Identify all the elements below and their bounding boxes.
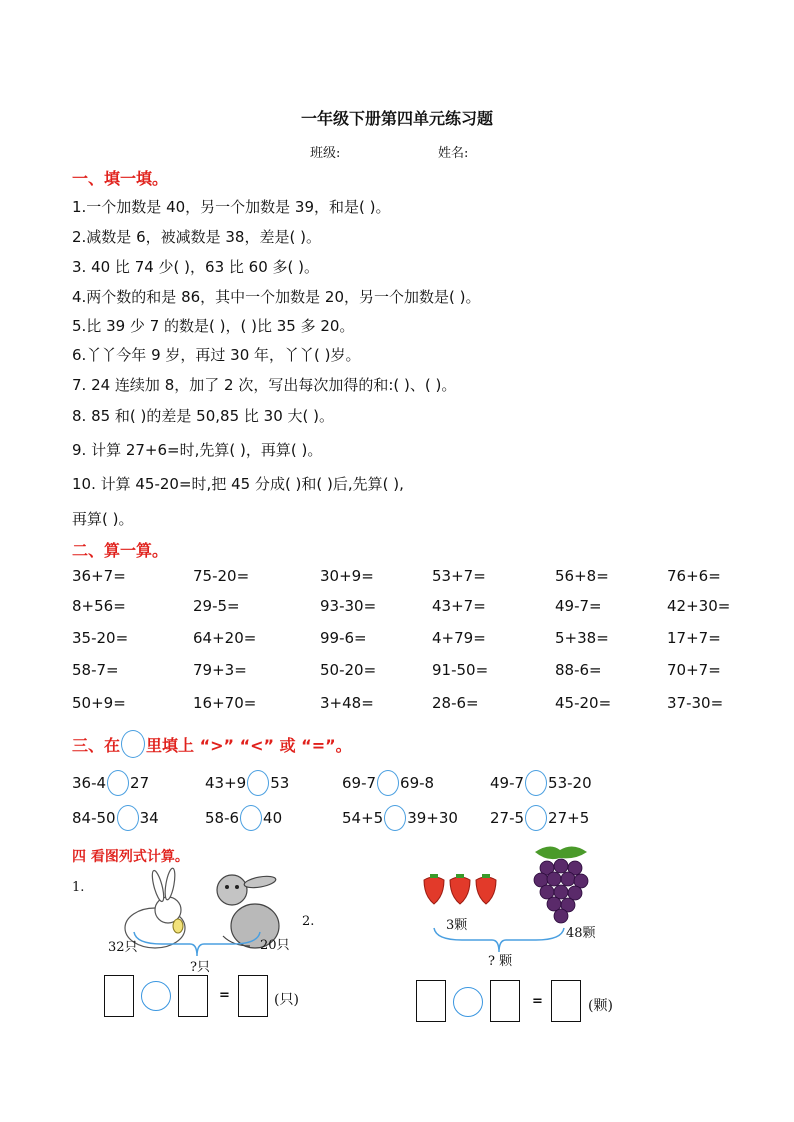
compare-left: 58-6 <box>205 809 240 827</box>
compare-right: 34 <box>139 809 159 827</box>
calc-item: 3+48= <box>320 694 374 712</box>
calc-item: 53+7= <box>432 567 486 585</box>
section-compare-pre: 三、在 <box>72 735 121 755</box>
calc-item: 64+20= <box>193 629 257 647</box>
calc-item: 58-7= <box>72 661 119 679</box>
pic1-right-count: 20只 <box>260 938 290 953</box>
class-label: 班级: <box>310 146 341 161</box>
pic1-answer-box-1[interactable] <box>104 975 134 1017</box>
pic1-equals: = <box>219 988 230 1003</box>
compare-circle[interactable] <box>525 770 547 796</box>
compare-item <box>342 770 434 796</box>
question-6: 6.丫丫今年 9 岁，再过 30 年，丫丫( )岁。 <box>72 346 361 364</box>
compare-right: 53 <box>270 774 290 792</box>
compare-right: 39+30 <box>407 809 458 827</box>
calc-item: 29-5= <box>193 597 240 615</box>
compare-left: 49-7 <box>490 774 525 792</box>
section-calc-title: 二、算一算。 <box>72 541 169 560</box>
compare-left: 27-5 <box>490 809 525 827</box>
calc-item: 75-20= <box>193 567 250 585</box>
pic2-equals: = <box>532 994 543 1009</box>
pic1-left-count: 32只 <box>108 940 138 955</box>
calc-item: 37-30= <box>667 694 724 712</box>
calc-item: 93-30= <box>320 597 377 615</box>
strawberries-icon <box>420 872 504 906</box>
pic2-left-count: 3颗 <box>446 918 468 933</box>
compare-left: 36-4 <box>72 774 107 792</box>
calc-item: 4+79= <box>432 629 486 647</box>
section-fill-title: 一、填一填。 <box>72 169 169 188</box>
question-5: 5.比 39 少 7 的数是( )，( )比 35 多 20。 <box>72 317 355 335</box>
calc-item: 36+7= <box>72 567 126 585</box>
question-4: 4.两个数的和是 86，其中一个加数是 20，另一个加数是( )。 <box>72 288 481 306</box>
compare-right: 27+5 <box>548 809 590 827</box>
compare-left: 84-50 <box>72 809 116 827</box>
pic2-unit: (颗) <box>588 998 613 1014</box>
pic1-number: 1. <box>72 880 85 895</box>
compare-circle[interactable] <box>525 805 547 831</box>
compare-item <box>205 770 289 796</box>
question-1: 1.一个加数是 40，另一个加数是 39，和是( )。 <box>72 198 391 216</box>
pic2-right-count: 48颗 <box>566 926 596 941</box>
calc-item: 30+9= <box>320 567 374 585</box>
pic2-operator-circle[interactable] <box>453 987 483 1017</box>
pic1-operator-circle[interactable] <box>141 981 171 1011</box>
compare-item <box>72 770 149 796</box>
compare-circle[interactable] <box>117 805 139 831</box>
calc-item: 17+7= <box>667 629 721 647</box>
compare-item <box>490 805 589 831</box>
compare-right: 53-20 <box>548 774 592 792</box>
compare-left: 69-7 <box>342 774 377 792</box>
compare-item <box>490 770 592 796</box>
compare-left: 43+9 <box>205 774 247 792</box>
calc-item: 43+7= <box>432 597 486 615</box>
compare-left: 54+5 <box>342 809 384 827</box>
calc-item: 70+7= <box>667 661 721 679</box>
pic1-question: ?只 <box>190 960 210 975</box>
question-8: 8. 85 和( )的差是 50,85 比 30 大( )。 <box>72 407 334 425</box>
pic2-answer-box-2[interactable] <box>490 980 520 1022</box>
compare-circle[interactable] <box>377 770 399 796</box>
calc-item: 45-20= <box>555 694 612 712</box>
page-title: 一年级下册第四单元练习题 <box>300 109 493 128</box>
calc-item: 76+6= <box>667 567 721 585</box>
calc-item: 16+70= <box>193 694 257 712</box>
section-compare-post: 里填上 “>” “<” 或 “=”。 <box>146 735 352 755</box>
question-2: 2.减数是 6，被减数是 38，差是( )。 <box>72 228 321 246</box>
calc-item: 79+3= <box>193 661 247 679</box>
question-9: 9. 计算 27+6=时,先算( )，再算( )。 <box>72 441 323 459</box>
compare-circle[interactable] <box>384 805 406 831</box>
question-10: 10. 计算 45-20=时,把 45 分成( )和( )后,先算( ), <box>72 475 404 493</box>
calc-item: 5+38= <box>555 629 609 647</box>
calc-item: 42+30= <box>667 597 731 615</box>
calc-item: 88-6= <box>555 661 602 679</box>
calc-item: 49-7= <box>555 597 602 615</box>
calc-item: 8+56= <box>72 597 126 615</box>
compare-circle[interactable] <box>240 805 262 831</box>
calc-item: 28-6= <box>432 694 479 712</box>
pic2-answer-box-3[interactable] <box>551 980 581 1022</box>
calc-item: 56+8= <box>555 567 609 585</box>
pic1-answer-box-2[interactable] <box>178 975 208 1017</box>
question-10-cont: 再算( )。 <box>72 510 134 528</box>
question-7: 7. 24 连续加 8，加了 2 次，写出每次加得的和:( )、( )。 <box>72 376 457 394</box>
compare-right: 40 <box>263 809 283 827</box>
pic2-answer-box-1[interactable] <box>416 980 446 1022</box>
question-3: 3. 40 比 74 少( )，63 比 60 多( )。 <box>72 258 319 276</box>
pic1-unit: (只) <box>274 992 299 1008</box>
compare-item <box>72 805 159 831</box>
calc-item: 50-20= <box>320 661 377 679</box>
circle-icon <box>121 730 145 758</box>
compare-right: 69-8 <box>400 774 435 792</box>
section-compare-title <box>72 730 352 758</box>
compare-circle[interactable] <box>107 770 129 796</box>
calc-item: 99-6= <box>320 629 367 647</box>
pic1-answer-box-3[interactable] <box>238 975 268 1017</box>
compare-right: 27 <box>130 774 150 792</box>
section-picture-title: 四 看图列式计算。 <box>72 849 189 865</box>
pic2-number: 2. <box>302 914 315 929</box>
compare-item <box>342 805 458 831</box>
name-label: 姓名: <box>438 146 469 161</box>
calc-item: 35-20= <box>72 629 129 647</box>
compare-circle[interactable] <box>247 770 269 796</box>
compare-item <box>205 805 282 831</box>
calc-item: 91-50= <box>432 661 489 679</box>
pic2-question: ? 颗 <box>488 954 513 969</box>
calc-item: 50+9= <box>72 694 126 712</box>
grapes-icon <box>525 842 595 926</box>
